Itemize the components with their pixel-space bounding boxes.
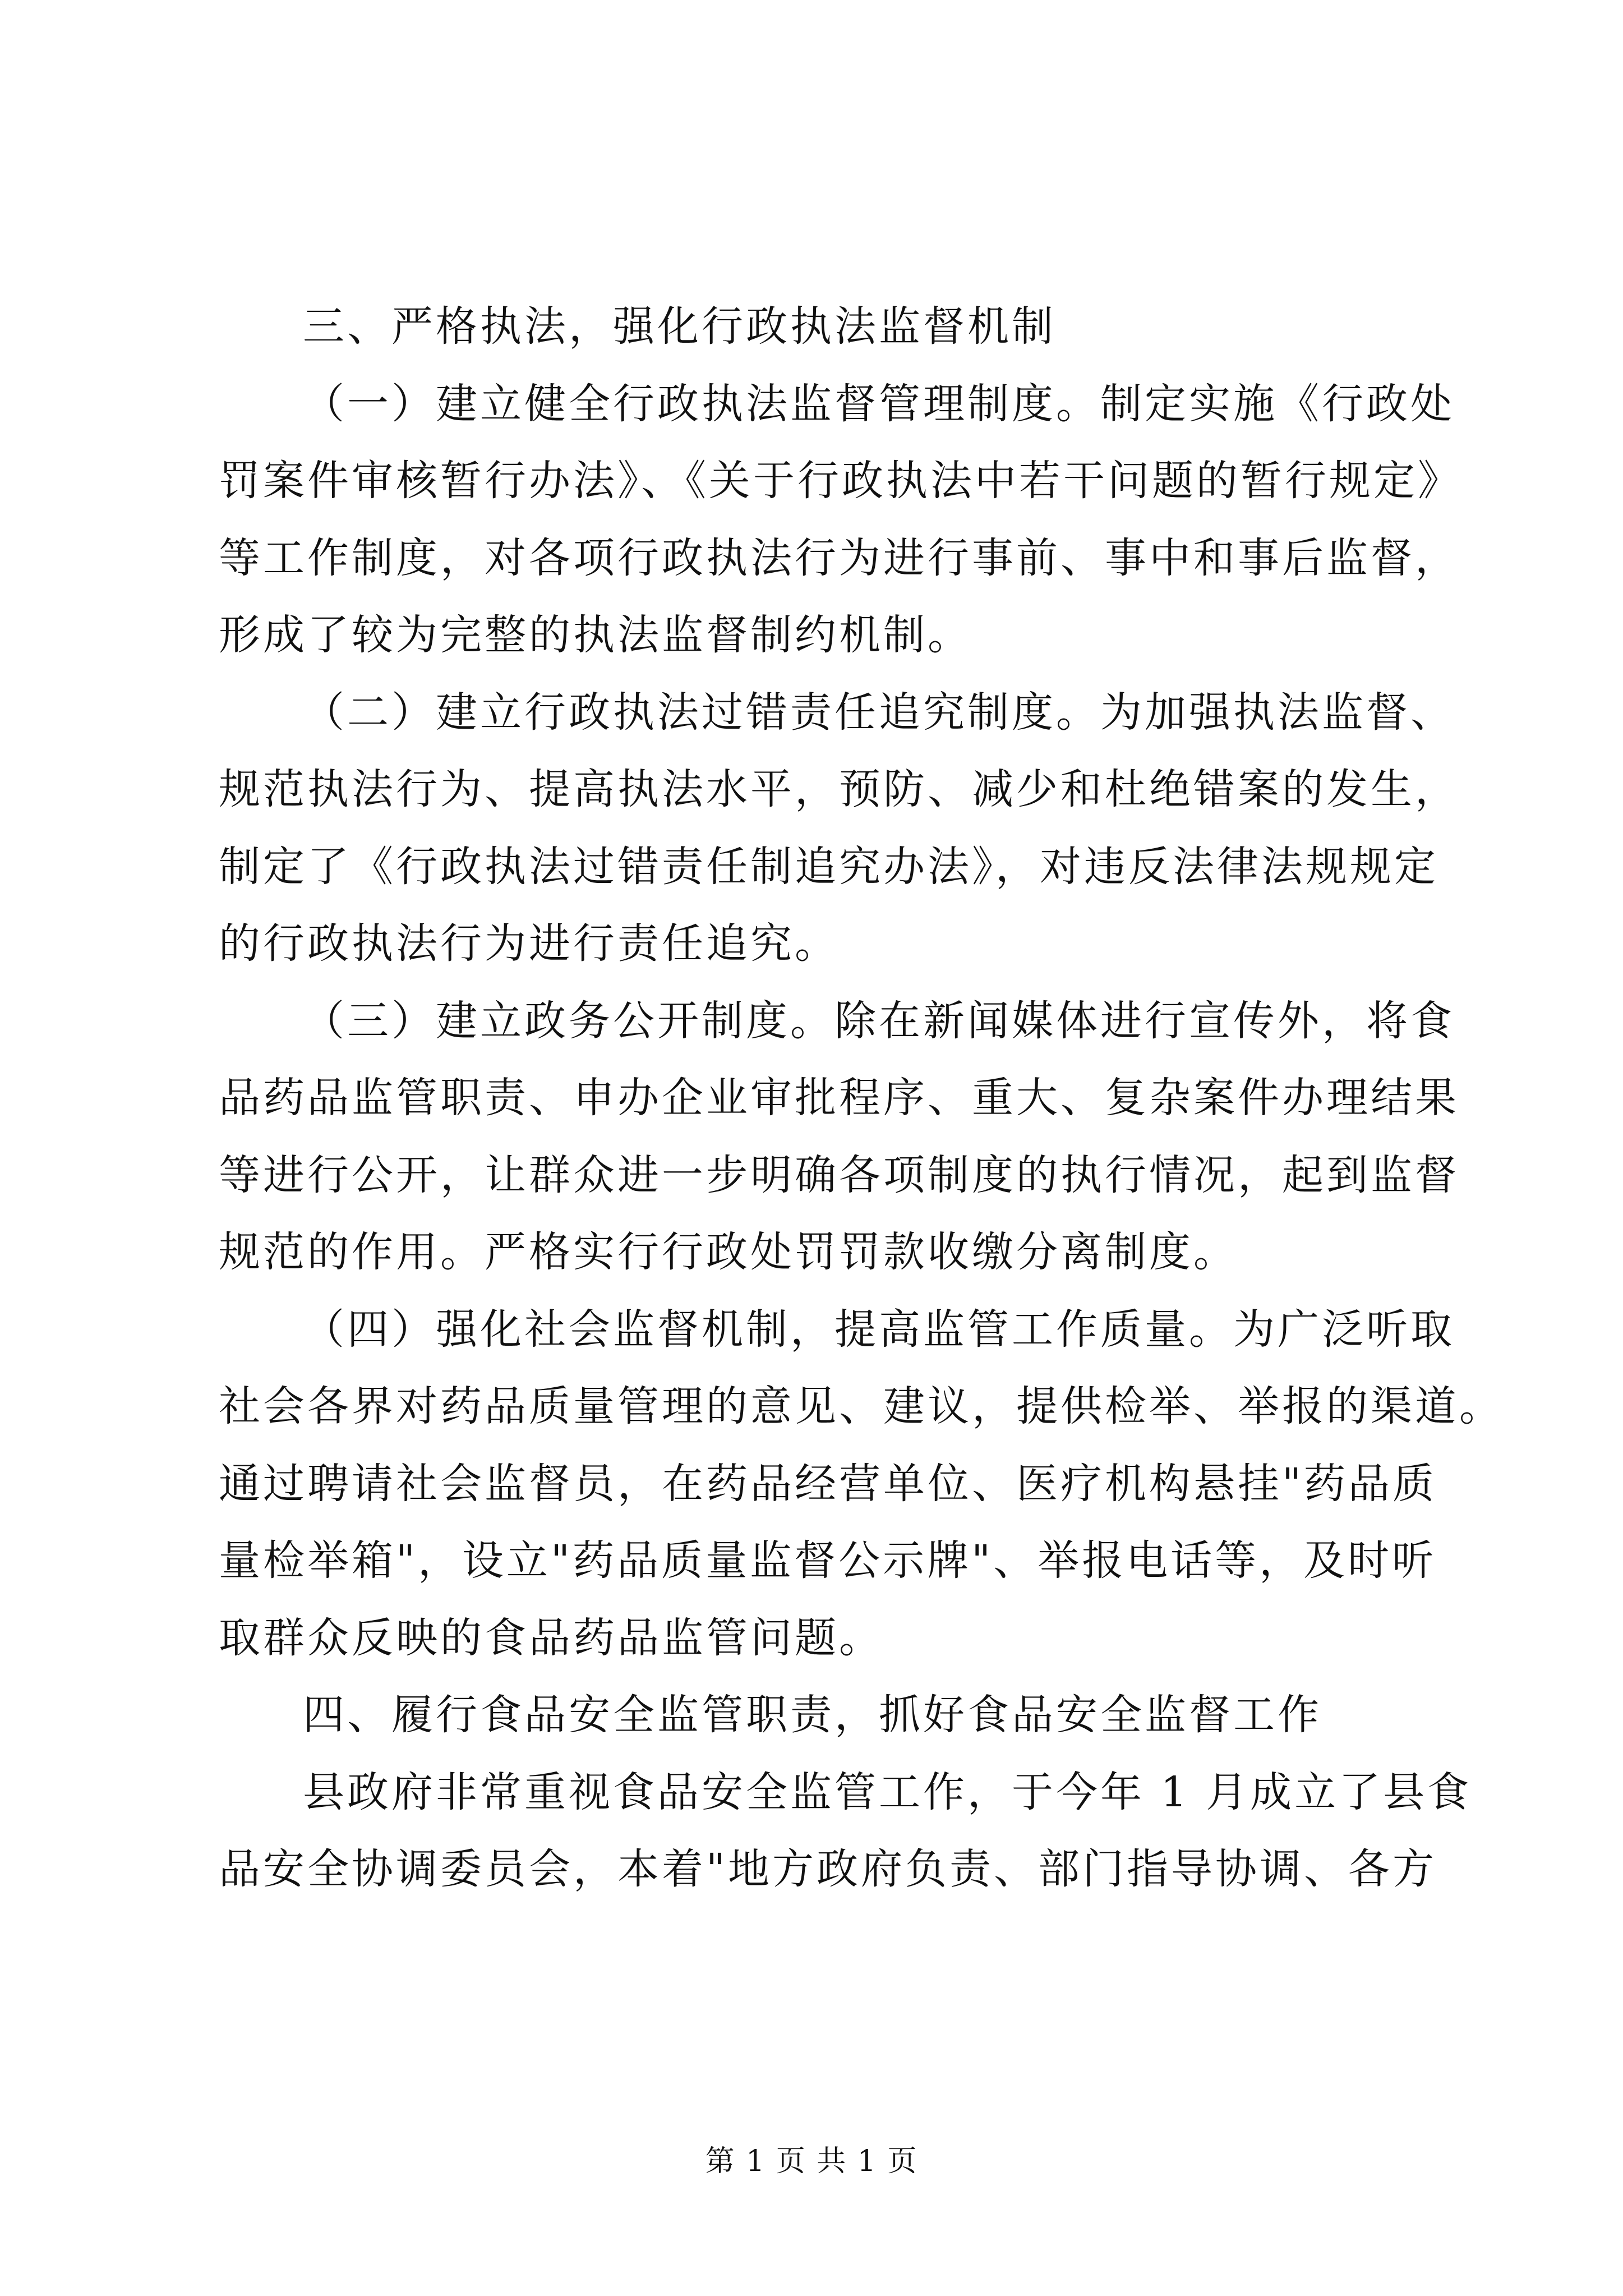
- paragraph-2-line-3: 制定了《行政执法过错责任制追究办法》，对违反法律法规规定: [219, 843, 1438, 891]
- paragraph-1-line-3: 等工作制度，对各项行政执法行为进行事前、事中和事后监督，: [219, 534, 1459, 582]
- paragraph-1-line-2: 罚案件审核暂行办法》、《关于行政执法中若干问题的暂行规定》: [219, 457, 1462, 505]
- paragraph-2-line-4: 的行政执法行为进行责任追究。: [219, 919, 839, 968]
- paragraph-4-line-4: 量检举箱"，设立"药品质量监督公示牌"、举报电话等，及时听: [219, 1536, 1437, 1585]
- section-heading-3: 三、严格执法，强化行政执法监督机制: [303, 302, 1056, 351]
- paragraph-4-line-1: （四）强化社会监督机制，提高监管工作质量。为广泛听取: [303, 1305, 1455, 1354]
- page-footer: 第 1 页 共 1 页: [705, 2145, 918, 2178]
- paragraph-5-line-1: 县政府非常重视食品安全监管工作，于今年 1 月成立了县食: [303, 1768, 1472, 1816]
- section-heading-4: 四、履行食品安全监管职责，抓好食品安全监督工作: [303, 1691, 1322, 1739]
- paragraph-5-line-2: 品安全协调委员会，本着"地方政府负责、部门指导协调、各方: [219, 1845, 1437, 1893]
- paragraph-4-line-3: 通过聘请社会监督员，在药品经营单位、医疗机构悬挂"药品质: [219, 1460, 1437, 1508]
- paragraph-3-line-3: 等进行公开，让群众进一步明确各项制度的执行情况，起到监督: [219, 1151, 1459, 1199]
- paragraph-4-line-2: 社会各界对药品质量管理的意见、建议，提供检举、举报的渠道。: [219, 1382, 1504, 1430]
- paragraph-2-line-2: 规范执法行为、提高执法水平，预防、减少和杜绝错案的发生，: [219, 765, 1459, 813]
- paragraph-2-line-1: （二）建立行政执法过错责任追究制度。为加强执法监督、: [303, 688, 1455, 737]
- paragraph-3-line-4: 规范的作用。严格实行行政处罚罚款收缴分离制度。: [219, 1228, 1238, 1276]
- paragraph-1-line-1: （一）建立健全行政执法监督管理制度。制定实施《行政处: [303, 380, 1455, 428]
- paragraph-3-line-1: （三）建立政务公开制度。除在新闻媒体进行宣传外，将食: [303, 997, 1455, 1045]
- paragraph-4-line-5: 取群众反映的食品药品监管问题。: [219, 1614, 883, 1662]
- paragraph-1-line-4: 形成了较为完整的执法监督制约机制。: [219, 611, 972, 659]
- paragraph-3-line-2: 品药品监管职责、申办企业审批程序、重大、复杂案件办理结果: [219, 1074, 1459, 1122]
